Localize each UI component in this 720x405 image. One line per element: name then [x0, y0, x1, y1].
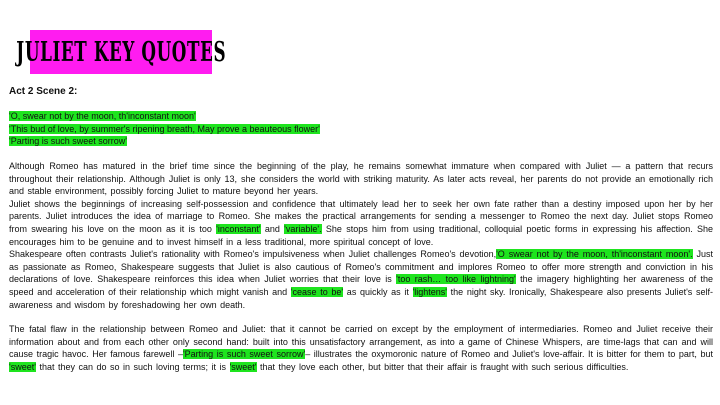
quote-item: [9, 110, 320, 123]
title-banner: [16, 30, 226, 74]
paragraph-text: that they can do so in such loving terms; it is: [35, 361, 230, 372]
quote-item: [9, 123, 320, 136]
paragraph-text: She stops him from using traditional, colloquial poetic forms in expressing his affection. She encourages him to be genuine and to invest himself in a less traditional, more spiritual concept of love.: [9, 223, 713, 247]
paragraph-text: the night sky. Ironically, Shakespeare also presents Juliet's self-awareness and wisdom by foreshadowing her own death.: [9, 286, 713, 310]
quote-item: [9, 135, 320, 148]
highlighted-quote: 'variable'.: [284, 223, 322, 234]
paragraph-text: as quickly as it: [343, 286, 413, 297]
highlighted-quote: 'too rash… too like lightning': [396, 274, 516, 285]
paragraph-text: and: [260, 223, 285, 234]
paragraph-text: Although Romeo has matured in the brief time since the beginning of the play, he remains somewhat immature when compared with Juliet — a pattern that recurs throughout their relationship. Although Juliet is only 13, she considers the world with striking maturity. As later acts reveal, her parents do not provide an emotionally rich and stable environment, possibly forcing Juliet to mature beyond her years.: [9, 161, 713, 197]
highlighted-quote: 'inconstant': [216, 223, 261, 234]
highlighted-quote: 'O swear not by the moon, th'inconstant moon'.: [496, 249, 693, 260]
analysis-body: [9, 160, 713, 374]
quote-text: 'O, swear not by the moon, th'inconstant moon': [9, 111, 196, 121]
paragraph-fatal-flaw: [9, 323, 713, 373]
paragraph-text: Shakespeare often contrasts Juliet's rationality with Romeo's impulsiveness when Juliet challenges Romeo's devotion,: [9, 249, 497, 260]
highlighted-quote: 'Parting is such sweet sorrow': [182, 349, 306, 360]
quote-text: 'Parting is such sweet sorrow': [9, 136, 127, 146]
paragraph-text: – illustrates the oxymoronic nature of Romeo and Juliet's love-affair. It is bitter for them to part, but: [305, 349, 713, 360]
paragraph-self-possession: [9, 198, 713, 248]
paragraph-text: Just as passionate as Romeo, Shakespeare suggests that Juliet is also cautious of Romeo's commitment and implores Romeo to offer more strength and conviction in his declarations of love. Shakespeare reinforces this idea when Juliet worries that their love is: [9, 249, 713, 285]
paragraph-text: the imagery highlighting her awareness of the speed and acceleration of their relationship which might vanish and: [9, 274, 714, 297]
highlighted-quote: 'cease to be': [290, 286, 344, 297]
key-quotes-list: [9, 110, 320, 148]
highlighted-quote: 'lightens': [412, 286, 447, 297]
highlighted-quote: 'sweet': [229, 361, 257, 372]
page-title: JULIET KEY QUOTES: [16, 36, 226, 68]
paragraph-rationality: [9, 248, 713, 311]
paragraph-text: Juliet shows the beginnings of increasing self-possession and confidence that ultimately lead her to seek her own fate rather than a destiny imposed upon her by her parents. Juliet introduces the idea of marriage to Romeo. She makes the practical arrangements for sending a messenger to Romeo the next day. Juliet stops Romeo from swearing his love on the moon as it is too: [9, 198, 713, 234]
paragraph-text: The fatal flaw in the relationship between Romeo and Juliet: that it cannot be carried on except by the employment of intermediaries. Romeo and Juliet receive their information about and from each other only second hand: built into this unsatisfactory arrangement, as into a game of Chinese Whispers, are time-lags that can and will cause tragic havoc. Her famous farewell –: [9, 324, 713, 360]
paragraph-text: that they love each other, but bitter that their affair is fraught with such serious difficulties.: [256, 361, 629, 372]
paragraph-maturity: [9, 160, 713, 198]
quote-text: 'This bud of love, by summer's ripening breath, May prove a beauteous flower': [9, 123, 320, 134]
section-heading: Act 2 Scene 2:: [9, 86, 78, 97]
highlighted-quote: 'sweet': [9, 361, 36, 372]
